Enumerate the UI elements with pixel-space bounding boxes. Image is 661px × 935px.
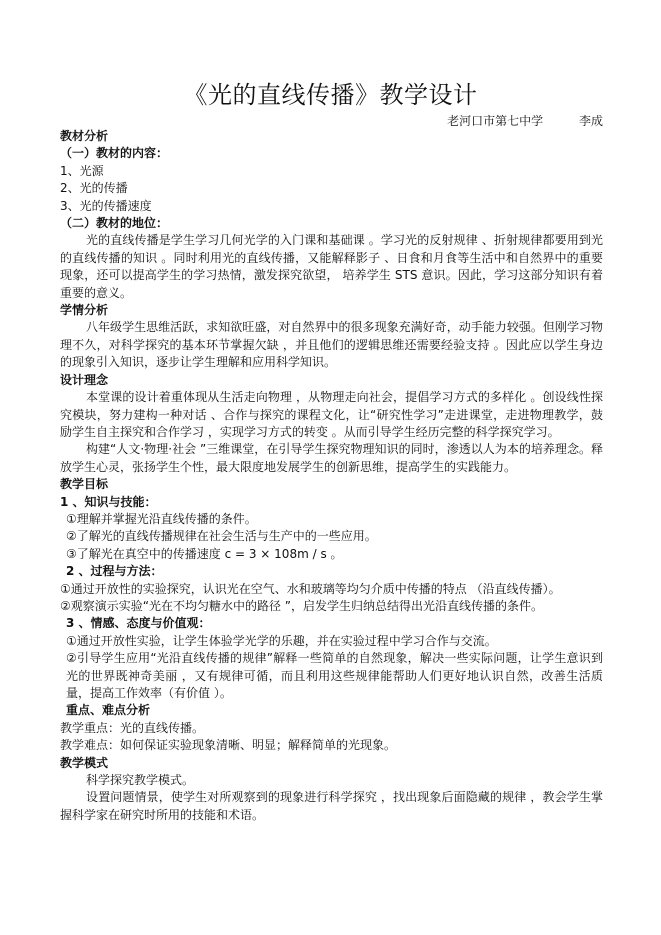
section-heading-key-points: 重点、难点分析 [66, 703, 151, 718]
document-title: 《光的直线传播》教学设计 [183, 81, 478, 109]
subheading-material-content: （一）教材的内容： [60, 146, 169, 161]
section-heading-design-concept: 设计理念 [60, 372, 109, 387]
document-body [60, 128, 603, 824]
section-heading-teaching-mode: 教学模式 [60, 755, 109, 770]
paragraph-design-concept-1: 本堂课的设计着重体现从生活走向物理 ，从物理走向社会，提倡学习方式的多样化 。创设线性探究模块，努力建构一种对话 、合作与探究的课程文化，让“研究性学习”走进课堂，走进物理教学，鼓励学生自主探究和合作学习 ，实现学习方式的转变 。从而引导学生经历完整的科学探究学习。 [60, 390, 603, 439]
difficult-point-text: 教学难点：如何保证实验现象清晰、明显；解释简单的光现象。 [60, 738, 397, 753]
paragraph-design-concept-2: 构建“人文·物理·社会 ”三维课堂，在引导学生探究物理知识的同时，渗透以人为本的培养理念。释放学生心灵，张扬学生个性，最大限度地发展学生的创新思维，提高学生的实践能力。 [60, 442, 603, 474]
subheading-knowledge-skills: 1 、知识与技能： [60, 494, 157, 509]
goal-item: ②了解光的直线传播规律在社会生活与生产中的一些应用。 [66, 529, 377, 544]
goal-item: ③了解光在真空中的传播速度 c = 3 × 108m / s 。 [66, 546, 343, 561]
list-item: 3、光的传播速度 [60, 198, 152, 213]
subheading-material-status: （二）教材的地位： [60, 216, 169, 231]
goal-item: ①通过开放性的实验探究，认识光在空气、水和玻璃等均匀介质中传播的特点 （沿直线传播）。 [60, 581, 561, 596]
goal-item: ①理解并掌握光沿直线传播的条件。 [66, 511, 257, 526]
paragraph-teaching-mode-2: 设置问题情景，使学生对所观察到的现象进行科学探究 ，找出现象后面隐藏的规律 ，教会学生掌握科学家在研究时所用的技能和术语。 [60, 790, 603, 822]
goal-item: ②引导学生应用“光沿直线传播的规律”解释一些简单的自然现象，解决一些实际问题，让学生意识到光的世界既神奇美丽 ，又有规律可循，而且利用这些规律能帮助人们更好地认识自然，改善生活质量，提高工作效率（有价值 ）。 [66, 651, 603, 700]
section-heading-student-analysis: 学情分析 [60, 303, 109, 318]
list-item: 2、光的传播 [60, 181, 128, 196]
key-point-text: 教学重点：光的直线传播。 [60, 720, 205, 735]
subheading-process-method: 2 、过程与方法： [66, 564, 163, 579]
section-heading-material-analysis: 教材分析 [60, 129, 109, 143]
list-item: 1、光源 [60, 163, 104, 178]
paragraph-material-status: 光的直线传播是学生学习几何光学的入门课和基础课 。学习光的反射规律 、折射规律都要用到光的直线传播的知识 。同时利用光的直线传播，又能解释影子 、日食和月食等生活中和自然界中的重要现象，还可以提高学生的学习热情，激发探究欲望， 培养学生 STS 意识。因此，学习这部分知识有着重要的意义。 [60, 233, 603, 300]
paragraph-student-analysis: 八年级学生思维活跃，求知欲旺盛，对自然界中的很多现象充满好奇，动手能力较强。但刚学习物理不久，对科学探究的基本环节掌握欠缺 ，并且他们的逻辑思维还需要经验支持 。因此应以学生身边的现象引入知识，逐步让学生理解和应用科学知识。 [60, 320, 603, 370]
author-name: 李成 [578, 114, 603, 128]
subheading-emotion-attitude-values: 3 、情感、态度与价值观： [66, 616, 211, 631]
paragraph-teaching-mode-1: 科学探究教学模式。 [86, 773, 195, 788]
goal-item: ②观察演示实验“光在不均匀糖水中的路径 ”，启发学生归纳总结得出光沿直线传播的条件。 [60, 598, 544, 613]
section-heading-teaching-goals: 教学目标 [60, 477, 109, 492]
author-line [447, 113, 603, 129]
goal-item: ①通过开放性实验，让学生体验学光学的乐趣，并在实验过程中学习合作与交流。 [66, 633, 497, 648]
author-school: 老河口市第七中学 [447, 114, 544, 128]
